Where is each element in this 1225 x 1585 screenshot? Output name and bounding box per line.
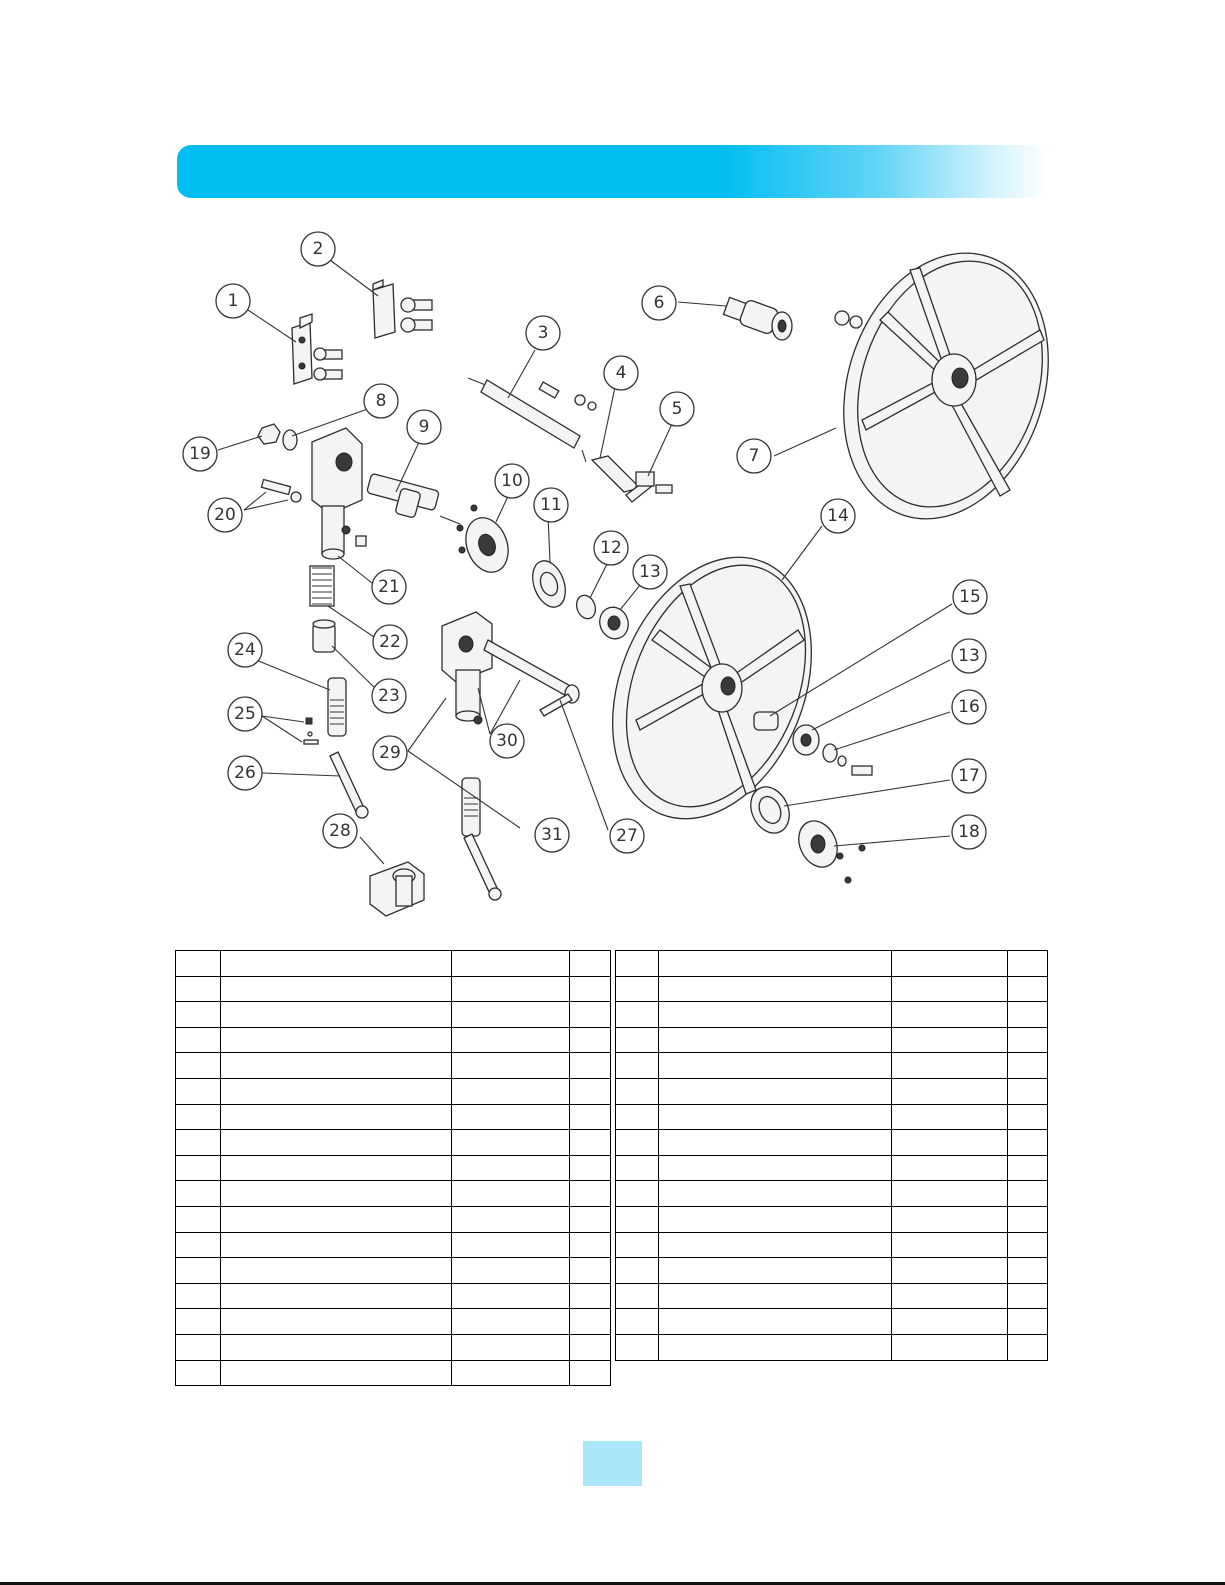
- callout-16: [952, 690, 986, 724]
- table-cell: [1008, 1104, 1048, 1130]
- table-cell: [1008, 1283, 1048, 1309]
- table-row: [616, 1283, 1048, 1309]
- table-cell: [220, 1309, 451, 1335]
- svg-text:5: 5: [671, 399, 683, 419]
- table-cell: [616, 1232, 659, 1258]
- svg-text:8: 8: [375, 391, 387, 411]
- table-row: [176, 1360, 611, 1386]
- table-cell: [892, 1027, 1008, 1053]
- table-cell: [452, 1002, 570, 1028]
- table-cell: [892, 1309, 1008, 1335]
- svg-text:7: 7: [748, 446, 760, 466]
- table-cell: [1008, 1078, 1048, 1104]
- table-cell: [1008, 1258, 1048, 1284]
- table-cell: [658, 1232, 891, 1258]
- part-22-spring: [310, 566, 334, 606]
- part-13-bearing: [595, 603, 632, 643]
- callout-15: [953, 580, 987, 614]
- part-10-flange: [457, 505, 515, 578]
- table-cell: [220, 1283, 451, 1309]
- table-cell: [892, 1334, 1008, 1360]
- table-row: [176, 1130, 611, 1156]
- table-row: [176, 1309, 611, 1335]
- table-cell: [892, 1130, 1008, 1156]
- table-cell: [452, 1334, 570, 1360]
- table-cell: [1008, 1053, 1048, 1079]
- table-cell: [658, 1181, 891, 1207]
- part-21-pivot-block: [312, 428, 366, 559]
- parts-table-left: [175, 950, 611, 1386]
- table-row: [176, 1053, 611, 1079]
- table-cell: [658, 1155, 891, 1181]
- table-cell: [570, 1334, 611, 1360]
- table-cell: [658, 1078, 891, 1104]
- table-row: [176, 1258, 611, 1284]
- table-cell: [176, 1130, 221, 1156]
- table-cell: [220, 1078, 451, 1104]
- table-cell: [892, 1002, 1008, 1028]
- table-cell: [570, 1232, 611, 1258]
- svg-text:25: 25: [234, 704, 256, 724]
- table-cell: [220, 1334, 451, 1360]
- callout-29: [373, 736, 407, 770]
- table-cell: [1008, 1334, 1048, 1360]
- part-19-nut: [258, 424, 280, 444]
- svg-text:21: 21: [378, 577, 400, 597]
- table-cell: [452, 1309, 570, 1335]
- svg-text:20: 20: [214, 505, 236, 525]
- callout-22: [373, 625, 407, 659]
- table-cell: [570, 1309, 611, 1335]
- table-cell: [570, 1155, 611, 1181]
- table-cell: [570, 1130, 611, 1156]
- table-cell: [616, 951, 659, 977]
- table-cell: [616, 1104, 659, 1130]
- table-row: [176, 951, 611, 977]
- table-cell: [176, 1232, 221, 1258]
- callout-13b: [952, 639, 986, 673]
- table-row: [616, 1155, 1048, 1181]
- table-cell: [616, 1206, 659, 1232]
- part-31-plunger-handle: [462, 778, 501, 900]
- svg-text:9: 9: [418, 417, 430, 437]
- svg-text:15: 15: [959, 587, 981, 607]
- table-row: [176, 1027, 611, 1053]
- callout-28: [323, 814, 357, 848]
- callout-27: [610, 819, 644, 853]
- table-cell: [220, 976, 451, 1002]
- svg-text:13: 13: [958, 646, 980, 666]
- table-cell: [176, 951, 221, 977]
- callout-6: [642, 286, 676, 320]
- table-cell: [616, 1053, 659, 1079]
- table-cell: [452, 1155, 570, 1181]
- callout-7: [737, 439, 771, 473]
- callout-31: [535, 818, 569, 852]
- table-cell: [892, 1078, 1008, 1104]
- table-cell: [892, 1206, 1008, 1232]
- table-cell: [176, 1181, 221, 1207]
- table-cell: [1008, 1130, 1048, 1156]
- table-cell: [1008, 1232, 1048, 1258]
- svg-text:14: 14: [827, 506, 849, 526]
- svg-text:29: 29: [379, 743, 401, 763]
- table-cell: [220, 1206, 451, 1232]
- svg-text:28: 28: [329, 821, 351, 841]
- callout-10: [495, 464, 529, 498]
- table-cell: [220, 1053, 451, 1079]
- table-cell: [616, 1027, 659, 1053]
- svg-text:27: 27: [616, 826, 638, 846]
- table-cell: [1008, 1181, 1048, 1207]
- table-cell: [220, 951, 451, 977]
- table-cell: [176, 1104, 221, 1130]
- table-cell: [616, 976, 659, 1002]
- table-cell: [452, 1078, 570, 1104]
- page-number-tab: [583, 1441, 642, 1486]
- part-29-housing: [442, 612, 492, 724]
- part-12-washer: [573, 593, 598, 622]
- svg-text:17: 17: [958, 766, 980, 786]
- part-18-cover: [792, 815, 865, 883]
- table-cell: [892, 1283, 1008, 1309]
- part-13b-bearing: [793, 725, 819, 755]
- table-cell: [176, 1258, 221, 1284]
- part-23-sleeve: [313, 620, 335, 652]
- table-cell: [658, 1053, 891, 1079]
- exploded-parts-diagram: [0, 210, 1225, 930]
- table-row: [176, 1181, 611, 1207]
- table-cell: [176, 1053, 221, 1079]
- callout-20: [208, 498, 242, 532]
- table-cell: [570, 1002, 611, 1028]
- svg-text:24: 24: [234, 640, 256, 660]
- table-cell: [220, 1232, 451, 1258]
- table-cell: [892, 1155, 1008, 1181]
- table-row: [616, 1334, 1048, 1360]
- svg-text:10: 10: [501, 471, 523, 491]
- svg-text:18: 18: [958, 822, 980, 842]
- table-cell: [658, 1002, 891, 1028]
- table-cell: [892, 1232, 1008, 1258]
- table-cell: [220, 1258, 451, 1284]
- svg-text:11: 11: [540, 495, 562, 515]
- part-1-bracket: [292, 314, 342, 384]
- callout-11: [534, 488, 568, 522]
- part-14-pulley-wheel: [576, 527, 848, 848]
- table-cell: [892, 1104, 1008, 1130]
- callout-1: [216, 284, 250, 318]
- callout-19: [183, 437, 217, 471]
- table-row: [176, 1002, 611, 1028]
- table-cell: [658, 1283, 891, 1309]
- svg-text:31: 31: [541, 825, 563, 845]
- table-cell: [452, 1283, 570, 1309]
- table-cell: [452, 951, 570, 977]
- table-row: [616, 1104, 1048, 1130]
- table-cell: [1008, 976, 1048, 1002]
- table-cell: [616, 1078, 659, 1104]
- part-16-washer: [823, 744, 872, 775]
- table-row: [616, 1232, 1048, 1258]
- part-7-pulley-wheel: [811, 226, 1081, 545]
- table-cell: [176, 1078, 221, 1104]
- table-cell: [892, 1258, 1008, 1284]
- table-cell: [452, 1130, 570, 1156]
- table-row: [616, 1027, 1048, 1053]
- part-20-bolt: [261, 480, 301, 502]
- table-cell: [570, 1206, 611, 1232]
- table-cell: [892, 976, 1008, 1002]
- table-cell: [1008, 951, 1048, 977]
- part-8-washer: [283, 430, 297, 450]
- callout-25: [228, 697, 262, 731]
- part-26-handle: [330, 752, 368, 818]
- table-cell: [176, 1360, 221, 1386]
- table-cell: [570, 1283, 611, 1309]
- table-row: [616, 1130, 1048, 1156]
- table-cell: [616, 1181, 659, 1207]
- table-cell: [220, 1360, 451, 1386]
- table-cell: [176, 1027, 221, 1053]
- table-cell: [176, 1334, 221, 1360]
- part-3-shaft: [468, 378, 596, 448]
- callout-21: [372, 570, 406, 604]
- callout-26: [228, 756, 262, 790]
- table-row: [616, 1002, 1048, 1028]
- table-cell: [570, 951, 611, 977]
- table-row: [176, 1334, 611, 1360]
- table-cell: [220, 1002, 451, 1028]
- table-cell: [658, 1027, 891, 1053]
- table-cell: [220, 1155, 451, 1181]
- callout-9: [407, 410, 441, 444]
- svg-text:16: 16: [958, 697, 980, 717]
- table-row: [616, 1309, 1048, 1335]
- svg-text:22: 22: [379, 632, 401, 652]
- table-cell: [570, 1053, 611, 1079]
- svg-text:30: 30: [496, 731, 518, 751]
- table-cell: [658, 1206, 891, 1232]
- table-row: [176, 1232, 611, 1258]
- part-2-bracket: [373, 280, 432, 338]
- part-28-block: [370, 862, 424, 916]
- table-cell: [570, 1027, 611, 1053]
- svg-text:13: 13: [639, 562, 661, 582]
- table-cell: [452, 1053, 570, 1079]
- table-cell: [570, 1104, 611, 1130]
- table-cell: [658, 1104, 891, 1130]
- part-9-shaft: [367, 473, 460, 524]
- table-cell: [176, 1155, 221, 1181]
- callout-4: [604, 356, 638, 390]
- table-cell: [570, 1360, 611, 1386]
- table-cell: [658, 1130, 891, 1156]
- table-cell: [452, 976, 570, 1002]
- table-row: [176, 1206, 611, 1232]
- table-cell: [452, 1181, 570, 1207]
- callout-5: [660, 392, 694, 426]
- table-row: [176, 1283, 611, 1309]
- parts-table-right: [615, 950, 1048, 1361]
- table-cell: [176, 1283, 221, 1309]
- table-cell: [452, 1232, 570, 1258]
- table-cell: [1008, 1002, 1048, 1028]
- table-row: [176, 1155, 611, 1181]
- table-cell: [892, 1181, 1008, 1207]
- table-row: [616, 1078, 1048, 1104]
- callout-2: [301, 232, 335, 266]
- callout-14: [821, 499, 855, 533]
- callout-13: [633, 555, 667, 589]
- table-row: [616, 951, 1048, 977]
- table-cell: [658, 1258, 891, 1284]
- table-cell: [220, 1130, 451, 1156]
- table-cell: [220, 1104, 451, 1130]
- table-row: [616, 1206, 1048, 1232]
- table-cell: [570, 1181, 611, 1207]
- table-cell: [892, 1053, 1008, 1079]
- table-cell: [616, 1130, 659, 1156]
- svg-text:4: 4: [615, 363, 627, 383]
- svg-text:2: 2: [312, 239, 324, 259]
- table-cell: [452, 1104, 570, 1130]
- part-4-bracket: [582, 450, 640, 492]
- callout-18: [952, 815, 986, 849]
- callout-8: [364, 384, 398, 418]
- table-cell: [658, 1334, 891, 1360]
- table-cell: [658, 976, 891, 1002]
- table-cell: [176, 1206, 221, 1232]
- callout-24: [228, 633, 262, 667]
- header-bar: [177, 145, 1048, 198]
- svg-text:26: 26: [234, 763, 256, 783]
- callout-17: [952, 759, 986, 793]
- table-cell: [616, 1002, 659, 1028]
- part-24-plunger: [328, 678, 346, 736]
- table-cell: [616, 1258, 659, 1284]
- table-cell: [176, 976, 221, 1002]
- table-cell: [220, 1027, 451, 1053]
- table-cell: [616, 1309, 659, 1335]
- table-row: [616, 1053, 1048, 1079]
- table-row: [176, 1078, 611, 1104]
- part-25-pins: [304, 718, 318, 744]
- callout-23: [372, 679, 406, 713]
- table-cell: [220, 1181, 451, 1207]
- part-6-hub: [723, 297, 792, 340]
- table-cell: [452, 1206, 570, 1232]
- table-cell: [570, 976, 611, 1002]
- svg-text:1: 1: [227, 291, 239, 311]
- table-row: [176, 976, 611, 1002]
- table-cell: [176, 1002, 221, 1028]
- table-cell: [1008, 1155, 1048, 1181]
- table-cell: [176, 1309, 221, 1335]
- table-cell: [1008, 1206, 1048, 1232]
- table-cell: [616, 1283, 659, 1309]
- table-cell: [616, 1155, 659, 1181]
- table-cell: [1008, 1027, 1048, 1053]
- svg-text:6: 6: [653, 293, 665, 313]
- table-cell: [452, 1027, 570, 1053]
- table-cell: [452, 1360, 570, 1386]
- svg-text:23: 23: [378, 686, 400, 706]
- table-row: [616, 1181, 1048, 1207]
- callout-30: [490, 724, 524, 758]
- table-cell: [658, 951, 891, 977]
- table-row: [616, 976, 1048, 1002]
- table-cell: [1008, 1309, 1048, 1335]
- svg-text:3: 3: [537, 323, 549, 343]
- table-cell: [570, 1258, 611, 1284]
- callout-12: [594, 531, 628, 565]
- part-11-ring: [527, 556, 572, 611]
- table-row: [176, 1104, 611, 1130]
- table-cell: [452, 1258, 570, 1284]
- svg-text:12: 12: [600, 538, 622, 558]
- table-cell: [658, 1309, 891, 1335]
- table-cell: [892, 951, 1008, 977]
- table-row: [616, 1258, 1048, 1284]
- svg-text:19: 19: [189, 444, 211, 464]
- callout-3: [526, 316, 560, 350]
- table-cell: [570, 1078, 611, 1104]
- table-cell: [616, 1334, 659, 1360]
- part-15-spacer: [754, 712, 778, 730]
- part-30-arm: [484, 640, 574, 698]
